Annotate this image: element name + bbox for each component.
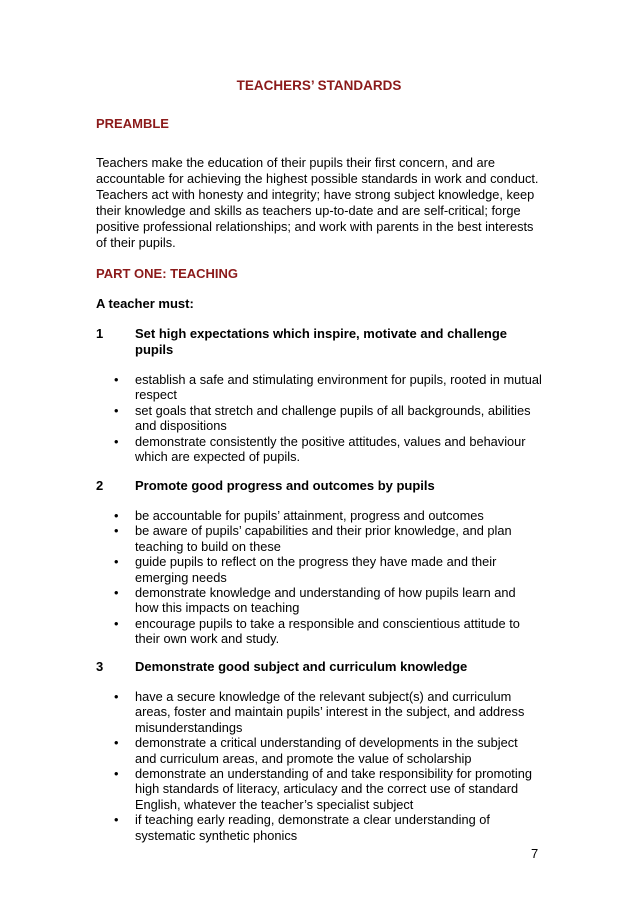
page-number: 7 [531,846,539,861]
list-item: • set goals that stretch and challenge pupils of all backgrounds, abilities and dispositions [112,403,542,434]
list-item: • encourage pupils to take a responsible and conscientious attitude to their own work and study. [112,616,542,647]
list-item: • demonstrate knowledge and understanding of how pupils learn and how this impacts on teaching [112,585,542,616]
list-item: • have a secure knowledge of the relevant subject(s) and curriculum areas, foster and maintain pupils’ interest in the subject, and address misunderstandings [112,689,542,735]
list-item: • demonstrate consistently the positive attitudes, values and behaviour which are expected of pupils. [112,434,542,465]
part-one-heading: PART ONE: TEACHING [96,266,239,281]
list-item: • establish a safe and stimulating environment for pupils, rooted in mutual respect [112,372,542,403]
preamble-heading: PREAMBLE [96,116,169,131]
standard-number: 1 [96,326,104,341]
standard-title: Demonstrate good subject and curriculum knowledge [135,659,468,674]
page-title: TEACHERS’ STANDARDS [236,78,402,93]
standard-title: Promote good progress and outcomes by pupils [135,478,435,493]
list-item: • guide pupils to reflect on the progress they have made and their emerging needs [112,554,542,585]
standard-title: Set high expectations which inspire, motivate and challenge pupils [135,326,508,357]
list-item: • if teaching early reading, demonstrate a clear understanding of systematic synthetic phonics [112,812,542,843]
list-item: • demonstrate a critical understanding of developments in the subject and curriculum areas, and promote the value of scholarship [112,735,542,766]
list-item: • be aware of pupils’ capabilities and their prior knowledge, and plan teaching to build on these [112,523,542,554]
list-item: • be accountable for pupils’ attainment, progress and outcomes [112,508,542,523]
intro-text: A teacher must: [96,296,194,311]
list-item: • demonstrate an understanding of and take responsibility for promoting high standards of literacy, articulacy and the correct use of standard English, whatever the teacher’s specialist subject [112,766,542,812]
standard-bullet-list [112,372,542,464]
standard-bullet-list [112,689,542,843]
standard-bullet-list [112,508,542,647]
standard-number: 3 [96,659,104,674]
preamble-paragraph: Teachers make the education of their pupils their first concern, and are accountable for achieving the highest possible standards in work and conduct. Teachers act with honesty and integrity; have strong subject knowledge, keep their knowledge and skills as teachers up-to-date and are self-critical; forge positive professional relationships; and work with parents in the best interests of their pupils. [96,155,539,250]
standard-number: 2 [96,478,104,493]
